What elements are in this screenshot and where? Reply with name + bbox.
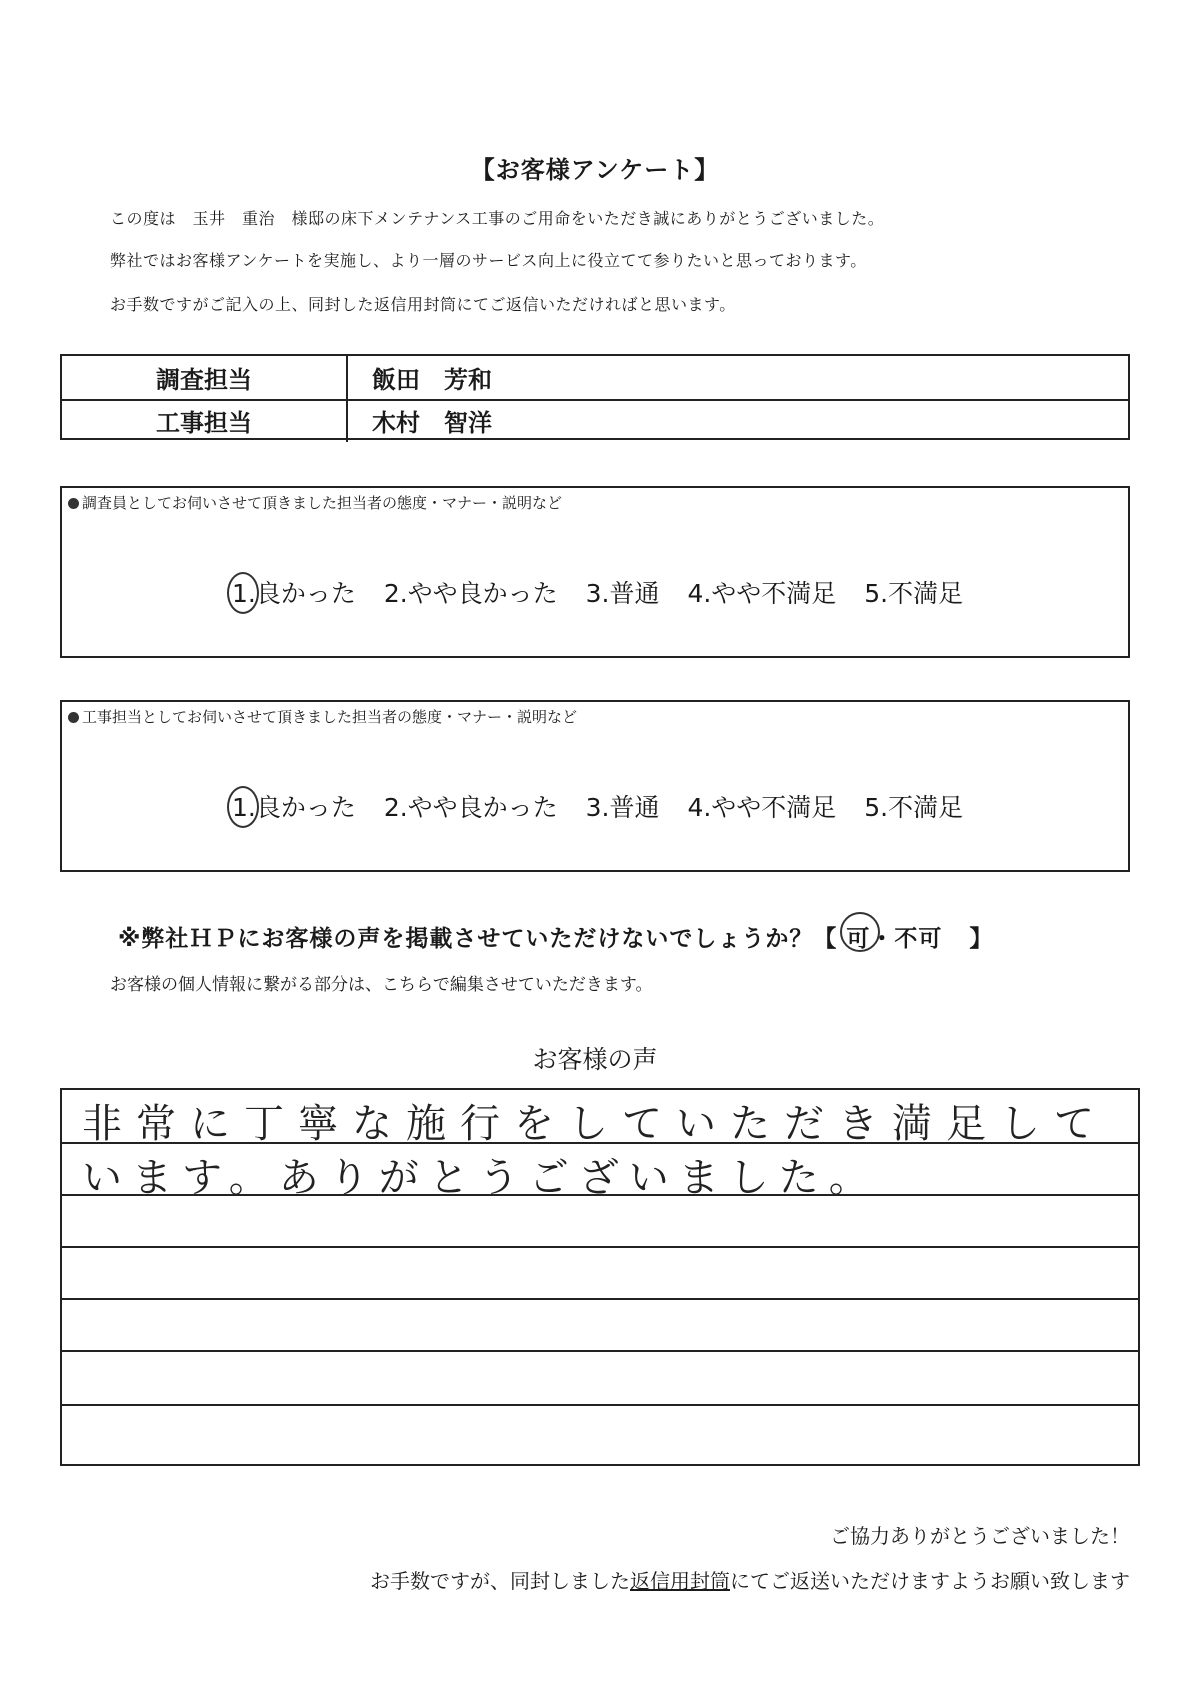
rating-option[interactable]: 3.普通: [585, 579, 660, 608]
rating-option[interactable]: 5.不満足: [864, 793, 964, 822]
hp-permission-question: ※弊社ＨＰにお客様の声を掲載させていただけないでしょうか？【 可・不可 】: [118, 920, 993, 953]
rating-option-selected[interactable]: 1.良かった: [232, 579, 356, 608]
privacy-note: お客様の個人情報に繋がる部分は、こちらで編集させていただきます。: [110, 975, 653, 995]
permission-yes-option[interactable]: 可: [846, 920, 870, 953]
survey-box-construction: [60, 700, 1130, 872]
handwritten-line-2: います。ありがとうございました。: [82, 1155, 879, 1201]
thanks-message: ご協力ありがとうございました！: [830, 1524, 1130, 1548]
rating-options: [232, 574, 983, 610]
voice-heading: お客様の声: [532, 1045, 658, 1074]
rule-line: [62, 1298, 1138, 1300]
staff-table: [60, 354, 1130, 440]
rating-option[interactable]: 2.やや良かった: [383, 579, 558, 608]
closing-message: お手数ですが、同封しました返信用封筒にてご返送いただけますようお願い致します: [370, 1569, 1130, 1593]
rating-options: [232, 788, 983, 824]
rating-option[interactable]: 4.やや不満足: [687, 579, 837, 608]
circle-mark-icon: 1: [232, 579, 248, 608]
rating-option-selected[interactable]: 1.良かった: [232, 793, 356, 822]
rule-line: [62, 1350, 1138, 1352]
staff-label: 工事担当: [62, 399, 348, 442]
rating-option[interactable]: 4.やや不満足: [687, 793, 837, 822]
handwritten-line-1: 非常に丁寧な施行をしていただき満足して: [82, 1101, 1108, 1147]
staff-name: 飯田 芳和: [372, 366, 492, 394]
rule-line: [62, 1404, 1138, 1406]
rule-line: [62, 1246, 1138, 1248]
voice-box[interactable]: [60, 1088, 1140, 1466]
rating-option[interactable]: 3.普通: [585, 793, 660, 822]
survey-question: 工事担当としてお伺いさせて頂きました担当者の態度・マナー・説明など: [68, 706, 577, 727]
bullet-icon: [68, 498, 79, 509]
intro-line-2: 弊社ではお客様アンケートを実施し、より一層のサービス向上に役立てて参りたいと思っております。: [110, 251, 867, 270]
rating-option[interactable]: 2.やや良かった: [383, 793, 558, 822]
survey-box-inspector: [60, 486, 1130, 658]
rating-option[interactable]: 5.不満足: [864, 579, 964, 608]
circle-mark-icon: 1: [232, 793, 248, 822]
survey-question: 調査員としてお伺いさせて頂きました担当者の態度・マナー・説明など: [68, 492, 562, 513]
staff-name: 木村 智洋: [372, 409, 492, 437]
intro-line-1: この度は 玉井 重治 様邸の床下メンテナンス工事のご用命をいただき誠にありがとうございました。: [110, 209, 885, 228]
staff-row: [62, 356, 1128, 401]
staff-label: 調査担当: [62, 356, 348, 399]
survey-title: 【お客様アンケート】: [470, 156, 720, 184]
staff-row: [62, 399, 1128, 442]
bullet-icon: [68, 712, 79, 723]
intro-line-3: お手数ですがご記入の上、同封した返信用封筒にてご返信いただければと思います。: [110, 295, 736, 314]
permission-no-option[interactable]: 不可: [894, 926, 943, 952]
